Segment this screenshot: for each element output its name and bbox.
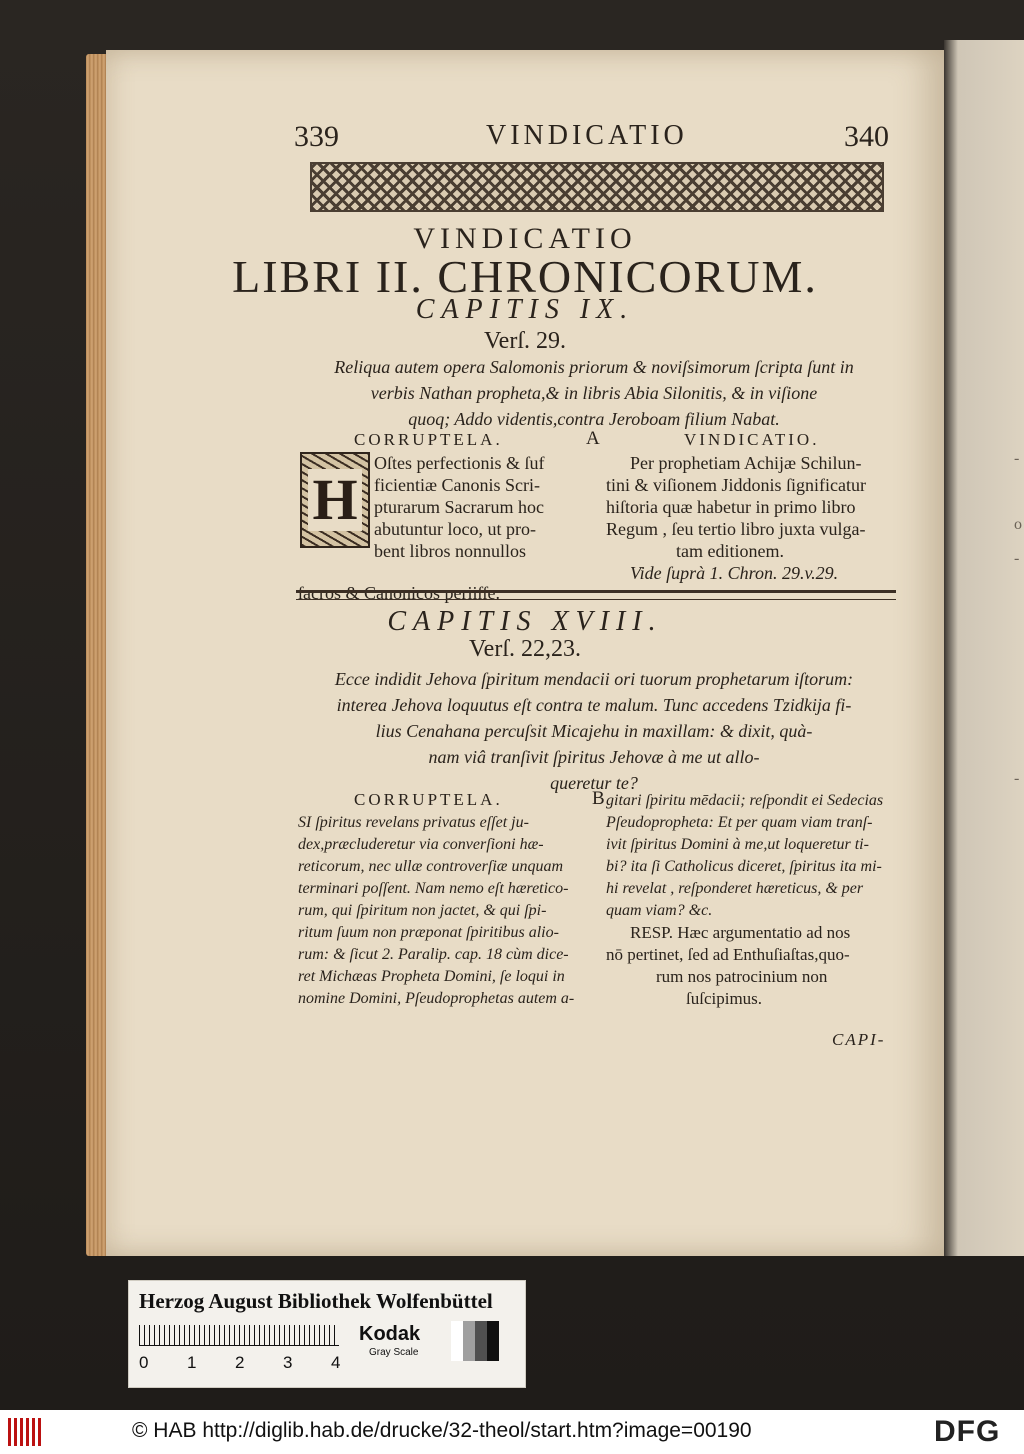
verse-line: verbis Nathan propheta,& in libris Abia Silonitis, & in viſione [370,383,818,403]
scale-ruler [139,1325,339,1346]
text-line: reticorum, nec ullæ controverſiæ unquam [298,858,563,875]
facing-fragment: - [1014,550,1020,567]
text-line: SI ſpiritus revelans privatus eſſet ju- [298,814,529,831]
text-line: terminari poſſent. Nam nemo eſt hæretico- [298,880,569,897]
verse-line: lius Cenahana percuſsit Micajehu in maxillam: & dixit, quà- [375,721,813,741]
section-rule [296,590,896,600]
text-line: tini & viſionem Jiddonis ſignificatur [606,475,866,495]
text-line: ficientiæ Canonis Scri- [374,475,540,495]
text-line: ret Michæas Propheta Domini, ſe loqui in [298,968,565,985]
text-line: ritum ſuum non præponat ſpiritibus alio- [298,924,559,941]
heading-libri: LIBRI II. CHRONICORUM. [232,251,818,302]
vindicatio-a-text [606,452,906,584]
running-title: VINDICATIO [486,120,688,151]
verse-29 [286,354,902,432]
text-line: hi revelat , reſponderet hæreticus, & per [606,880,864,897]
heading-vindicatio: VINDICATIO [413,222,637,255]
text-line: nō pertinet, ſed ad Enthuſiaſtas,quo- [606,945,850,964]
ruler-number: 0 [139,1353,149,1372]
corruptela-b-text [298,812,590,1010]
text-line: gitari ſpiritu mēdacii; reſpondit ei Sedecias [606,792,884,809]
text-line: rum: & ſicut 2. Paralip. cap. 18 cùm dice- [298,946,569,963]
text-line: RESP. Hæc argumentatio ad nos [630,923,851,942]
facing-page [944,40,1024,1256]
kodak-subtitle: Gray Scale [369,1347,419,1358]
ruler-number: 3 [283,1353,293,1372]
text-line: Pſeudopropheta: Et per quam viam tranſ- [606,814,873,831]
text-line: ſuſcipimus. [686,989,763,1008]
verse-line: interea Jehova loquutus eſt contra te malum. Tunc accedens Tzidkija fi- [336,695,852,715]
corruptela-a-text [374,452,582,562]
catchword: CAPI- [832,1030,886,1049]
corruptela-a-last-line: ſacros & Canonicos periiſſe. [298,583,500,603]
facing-fragment: - [1014,450,1020,467]
corruptela-heading: CORRUPTELA. [354,430,503,449]
text-line: Vide ſuprà 1. Chron. 29.v.29. [630,563,839,583]
library-name: Herzog August Bibliothek Wolfenbüttel [139,1289,493,1313]
footer-bar [0,1410,1024,1454]
text-line: rum nos patrocinium non [656,967,828,986]
text-line: hiſtoria quæ habetur in primo libro [606,497,856,517]
facing-fragment: - [1014,770,1020,787]
verse-line: Ecce indidit Jehova ſpiritum mendacii ori tuorum prophetarum iſtorum: [334,669,854,689]
verse-line: nam viâ tranſivit ſpiritus Jehovæ à me ut allo- [428,747,760,767]
response-b-text [606,790,906,1010]
text-line: Oſtes perfectionis & ſuf [374,453,545,473]
verse-22-23 [286,666,902,796]
running-head [106,120,944,160]
corruptela-heading-b: CORRUPTELA. [354,790,503,809]
kodak-brand: Kodak [359,1323,421,1345]
heading-vers-22-23: Verſ. 22,23. [469,636,581,662]
text-line: abutuntur loco, ut pro- [374,519,536,539]
page-number-left: 339 [294,120,339,153]
text-line: Per prophetiam Achijæ Schilun- [630,453,862,473]
ruler-number: 1 [187,1353,197,1372]
section-marker-b: B [592,788,605,809]
text-line: tam editionem. [676,541,784,561]
vindicatio-heading: VINDICATIO. [684,430,820,449]
gray-scale-steps [451,1321,499,1361]
footer-link[interactable]: © HAB http://diglib.hab.de/drucke/32-theol/start.htm?image=00190 [132,1419,752,1442]
text-line: bi? ita ſi Catholicus diceret, ſpiritus ita mi- [606,858,882,875]
verse-line: quoq; Addo videntis,contra Jeroboam filium Nabat. [408,409,780,429]
heading-capitis-xviii: CAPITIS XVIII. [387,606,663,637]
text-line: bent libros nonnullos [374,541,526,561]
ruler-number: 2 [235,1353,245,1372]
hab-logo-icon [8,1418,42,1446]
text-line: Regum , ſeu tertio libro juxta vulga- [606,519,866,539]
text-line: rum, qui ſpiritum non jactet, & qui ſpi- [298,902,547,919]
text-line: quam viam? &c. [606,902,713,919]
heading-capitis-ix: CAPITIS IX. [415,294,635,325]
book-page [106,50,944,1256]
text-line: nomine Domini, Pſeudoprophetas autem a- [298,990,575,1007]
verse-line: Reliqua autem opera Salomonis priorum & noviſsimorum ſcripta ſunt in [334,357,854,377]
library-label [128,1280,526,1388]
text-line: dex,præcluderetur via converſioni hæ- [298,836,544,853]
heading-vers-29: Verſ. 29. [484,328,566,354]
text-line: ivit ſpiritus Domini à me,ut loqueretur ti- [606,836,869,853]
dropcap-initial [300,452,370,548]
section-marker-a: A [586,428,600,449]
dfg-logo: DFG [934,1415,1001,1448]
verse-line: queretur te? [550,773,638,793]
page-number-right: 340 [844,120,889,153]
ruler-number: 4 [331,1353,341,1372]
dropcap-letter: H [308,469,361,531]
text-line: pturarum Sacrarum hoc [374,497,544,517]
facing-fragment: o [1014,516,1022,533]
headpiece-ornament [310,162,884,212]
